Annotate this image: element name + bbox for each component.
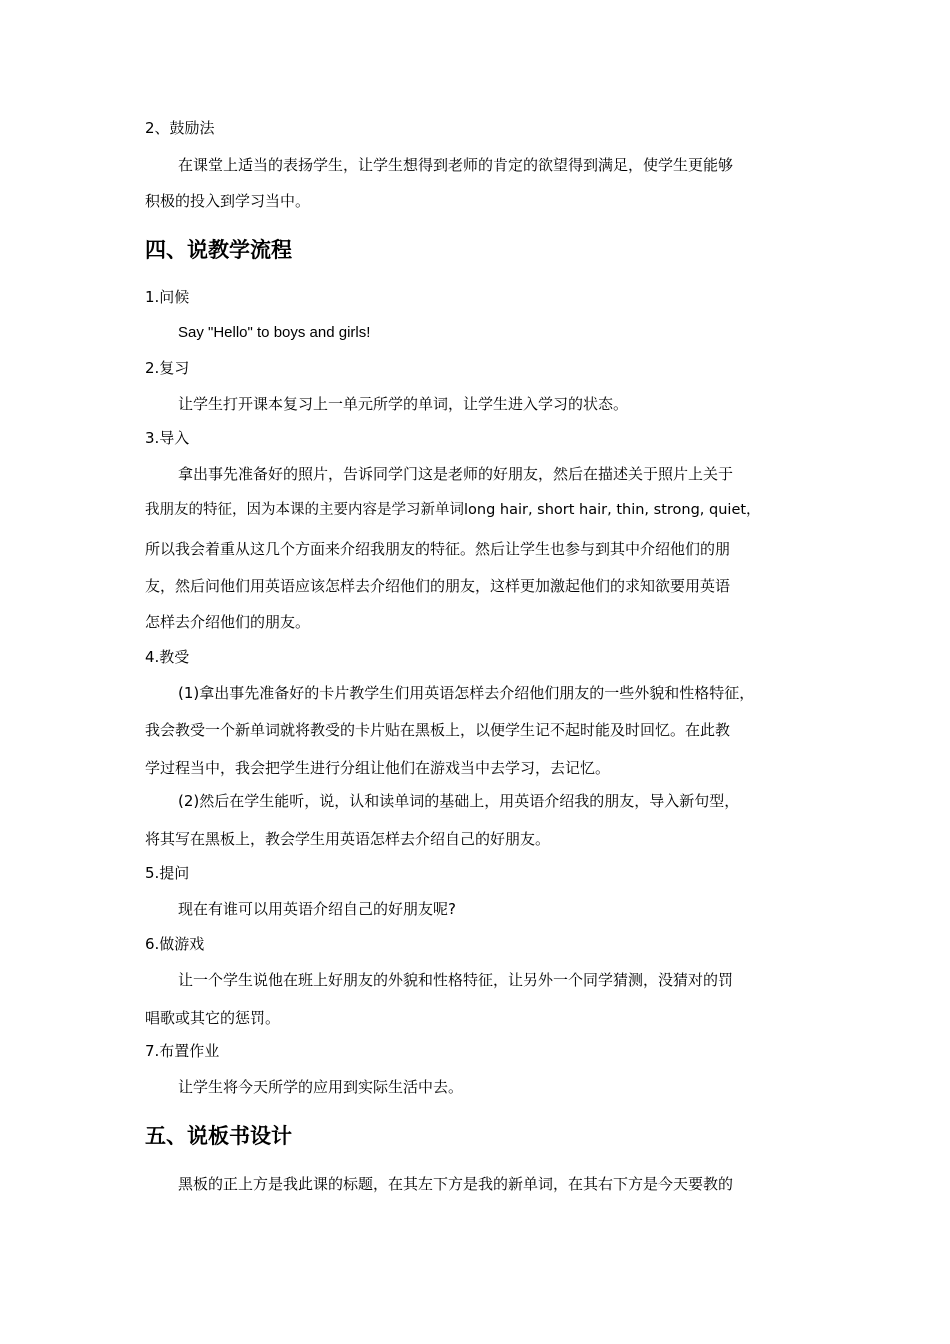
section-heading: 五、说板书设计 bbox=[145, 1124, 292, 1148]
step-title: 1.问候 bbox=[145, 288, 190, 306]
paragraph-line: 让学生将今天所学的应用到实际生活中去。 bbox=[178, 1078, 464, 1096]
paragraph-line: 所以我会着重从这几个方面来介绍我朋友的特征。然后让学生也参与到其中介绍他们的朋 bbox=[145, 540, 731, 558]
paragraph-line: (2)然后在学生能听，说，认和读单词的基础上，用英语介绍我的朋友，导入新句型， bbox=[178, 792, 740, 810]
step-title: 5.提问 bbox=[145, 864, 190, 882]
paragraph-line: 我朋友的特征，因为本课的主要内容是学习新单词long hair, short hair, thin, strong, quiet， bbox=[145, 502, 761, 518]
step-title: 6.做游戏 bbox=[145, 935, 205, 953]
paragraph-line: 现在有谁可以用英语介绍自己的好朋友呢? bbox=[178, 900, 456, 918]
paragraph-line: 怎样去介绍他们的朋友。 bbox=[145, 613, 311, 631]
paragraph-line: 我会教受一个新单词就将教受的卡片贴在黑板上，以便学生记不起时能及时回忆。在此教 bbox=[145, 721, 731, 739]
paragraph-line: 在课堂上适当的表扬学生，让学生想得到老师的肯定的欲望得到满足，使学生更能够 bbox=[178, 156, 734, 174]
paragraph-line: 友，然后问他们用英语应该怎样去介绍他们的朋友，这样更加激起他们的求知欲要用英语 bbox=[145, 577, 731, 595]
paragraph-line: 学过程当中，我会把学生进行分组让他们在游戏当中去学习，去记忆。 bbox=[145, 759, 611, 777]
paragraph-line: 积极的投入到学习当中。 bbox=[145, 192, 311, 210]
step-title: 3.导入 bbox=[145, 429, 190, 447]
paragraph-line: Say "Hello" to boys and girls! bbox=[178, 324, 371, 341]
section-heading: 四、说教学流程 bbox=[145, 238, 292, 262]
paragraph-line: (1)拿出事先准备好的卡片教学生们用英语怎样去介绍他们朋友的一些外貌和性格特征， bbox=[178, 684, 755, 702]
step-title: 2.复习 bbox=[145, 359, 190, 377]
step-title: 4.教受 bbox=[145, 648, 190, 666]
paragraph-line: 让一个学生说他在班上好朋友的外貌和性格特征，让另外一个同学猜测，没猜对的罚 bbox=[178, 971, 734, 989]
paragraph-line: 拿出事先准备好的照片，告诉同学门这是老师的好朋友，然后在描述关于照片上关于 bbox=[178, 465, 734, 483]
paragraph-line: 将其写在黑板上，教会学生用英语怎样去介绍自己的好朋友。 bbox=[145, 830, 551, 848]
paragraph-line: 黑板的正上方是我此课的标题，在其左下方是我的新单词，在其右下方是今天要教的 bbox=[178, 1175, 734, 1193]
item2-title: 2、鼓励法 bbox=[145, 119, 215, 137]
step-title: 7.布置作业 bbox=[145, 1042, 220, 1060]
paragraph-line: 让学生打开课本复习上一单元所学的单词，让学生进入学习的状态。 bbox=[178, 395, 629, 413]
paragraph-line: 唱歌或其它的惩罚。 bbox=[145, 1009, 281, 1027]
